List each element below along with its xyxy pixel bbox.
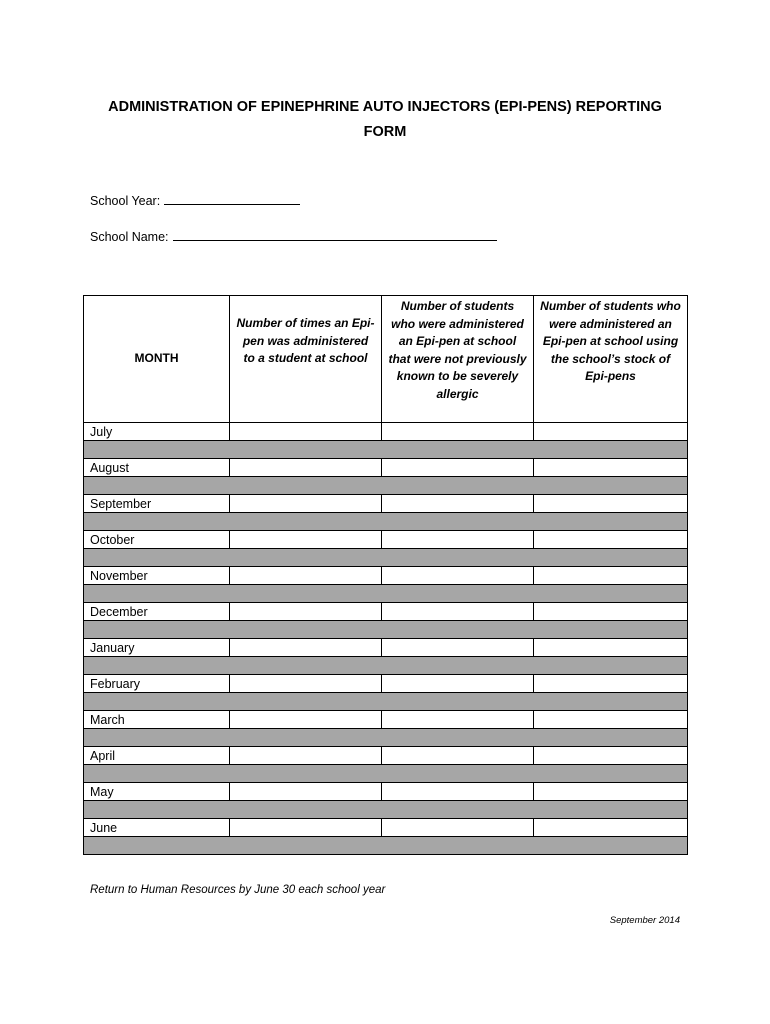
entry-cell[interactable] xyxy=(230,711,382,729)
entry-cell[interactable] xyxy=(382,495,534,513)
month-label: July xyxy=(84,423,230,441)
shaded-separator-row xyxy=(84,621,688,639)
form-title xyxy=(80,95,690,145)
entry-cell[interactable] xyxy=(230,639,382,657)
entry-cell[interactable] xyxy=(534,819,688,837)
month-label: February xyxy=(84,675,230,693)
school-name-field xyxy=(90,229,497,244)
shaded-separator-row xyxy=(84,585,688,603)
shaded-separator-row xyxy=(84,441,688,459)
entry-cell[interactable] xyxy=(382,531,534,549)
entry-cell[interactable] xyxy=(534,423,688,441)
table-row xyxy=(84,819,688,837)
school-name-label: School Name: xyxy=(90,230,169,244)
month-label: April xyxy=(84,747,230,765)
entry-cell[interactable] xyxy=(230,747,382,765)
entry-cell[interactable] xyxy=(382,675,534,693)
month-label: October xyxy=(84,531,230,549)
entry-cell[interactable] xyxy=(230,675,382,693)
shaded-separator-cell xyxy=(84,585,688,603)
header-school-stock: Number of students who were administered an Epi-pen at school using the school’s stock of Epi-pens xyxy=(534,296,688,423)
table-row xyxy=(84,711,688,729)
entry-cell[interactable] xyxy=(382,783,534,801)
month-label: June xyxy=(84,819,230,837)
table-row xyxy=(84,675,688,693)
entry-cell[interactable] xyxy=(230,819,382,837)
table-row xyxy=(84,423,688,441)
entry-cell[interactable] xyxy=(382,459,534,477)
entry-cell[interactable] xyxy=(230,423,382,441)
shaded-separator-cell xyxy=(84,729,688,747)
table-row xyxy=(84,531,688,549)
entry-cell[interactable] xyxy=(230,495,382,513)
table-row xyxy=(84,567,688,585)
entry-cell[interactable] xyxy=(230,531,382,549)
epipen-report-table xyxy=(83,295,688,855)
table-row xyxy=(84,639,688,657)
month-label: August xyxy=(84,459,230,477)
shaded-separator-row xyxy=(84,729,688,747)
entry-cell[interactable] xyxy=(534,675,688,693)
shaded-separator-cell xyxy=(84,693,688,711)
table-row xyxy=(84,747,688,765)
form-title-line-2: FORM xyxy=(363,124,407,140)
header-month: MONTH xyxy=(84,296,230,423)
entry-cell[interactable] xyxy=(534,567,688,585)
school-name-blank[interactable] xyxy=(173,229,497,241)
entry-cell[interactable] xyxy=(534,711,688,729)
month-label: May xyxy=(84,783,230,801)
entry-cell[interactable] xyxy=(382,603,534,621)
header-not-previously-known: Number of students who were administered an Epi-pen at school that were not previously known to be severely allergic xyxy=(382,296,534,423)
entry-cell[interactable] xyxy=(230,783,382,801)
table-header-row xyxy=(84,296,688,423)
table-row xyxy=(84,783,688,801)
entry-cell[interactable] xyxy=(230,603,382,621)
shaded-separator-cell xyxy=(84,765,688,783)
entry-cell[interactable] xyxy=(534,747,688,765)
shaded-separator-cell xyxy=(84,657,688,675)
shaded-separator-row xyxy=(84,477,688,495)
shaded-separator-row xyxy=(84,549,688,567)
shaded-separator-cell xyxy=(84,441,688,459)
month-label: November xyxy=(84,567,230,585)
revision-date: September 2014 xyxy=(609,915,680,926)
shaded-separator-row xyxy=(84,657,688,675)
shaded-separator-cell xyxy=(84,477,688,495)
entry-cell[interactable] xyxy=(382,819,534,837)
school-year-blank[interactable] xyxy=(164,193,300,205)
entry-cell[interactable] xyxy=(534,603,688,621)
return-instructions: Return to Human Resources by June 30 each school year xyxy=(90,884,386,896)
entry-cell[interactable] xyxy=(230,459,382,477)
entry-cell[interactable] xyxy=(534,639,688,657)
shaded-separator-cell xyxy=(84,549,688,567)
shaded-separator-cell xyxy=(84,837,688,855)
table-row xyxy=(84,459,688,477)
entry-cell[interactable] xyxy=(382,567,534,585)
month-label: March xyxy=(84,711,230,729)
month-label: December xyxy=(84,603,230,621)
shaded-separator-cell xyxy=(84,621,688,639)
shaded-separator-cell xyxy=(84,801,688,819)
month-label: January xyxy=(84,639,230,657)
month-label: September xyxy=(84,495,230,513)
table-row xyxy=(84,603,688,621)
entry-cell[interactable] xyxy=(534,495,688,513)
entry-cell[interactable] xyxy=(230,567,382,585)
school-year-field xyxy=(90,193,300,208)
shaded-separator-row xyxy=(84,693,688,711)
shaded-separator-row xyxy=(84,801,688,819)
shaded-separator-row xyxy=(84,765,688,783)
shaded-separator-row xyxy=(84,513,688,531)
school-year-label: School Year: xyxy=(90,194,161,208)
table-row xyxy=(84,495,688,513)
entry-cell[interactable] xyxy=(382,639,534,657)
entry-cell[interactable] xyxy=(382,423,534,441)
entry-cell[interactable] xyxy=(534,783,688,801)
entry-cell[interactable] xyxy=(382,711,534,729)
form-title-line-1: ADMINISTRATION OF EPINEPHRINE AUTO INJECTORS (EPI-PENS) REPORTING xyxy=(108,99,662,115)
entry-cell[interactable] xyxy=(382,747,534,765)
header-times-administered: Number of times an Epi-pen was administered to a student at school xyxy=(230,296,382,423)
shaded-separator-cell xyxy=(84,513,688,531)
entry-cell[interactable] xyxy=(534,459,688,477)
shaded-separator-row xyxy=(84,837,688,855)
entry-cell[interactable] xyxy=(534,531,688,549)
